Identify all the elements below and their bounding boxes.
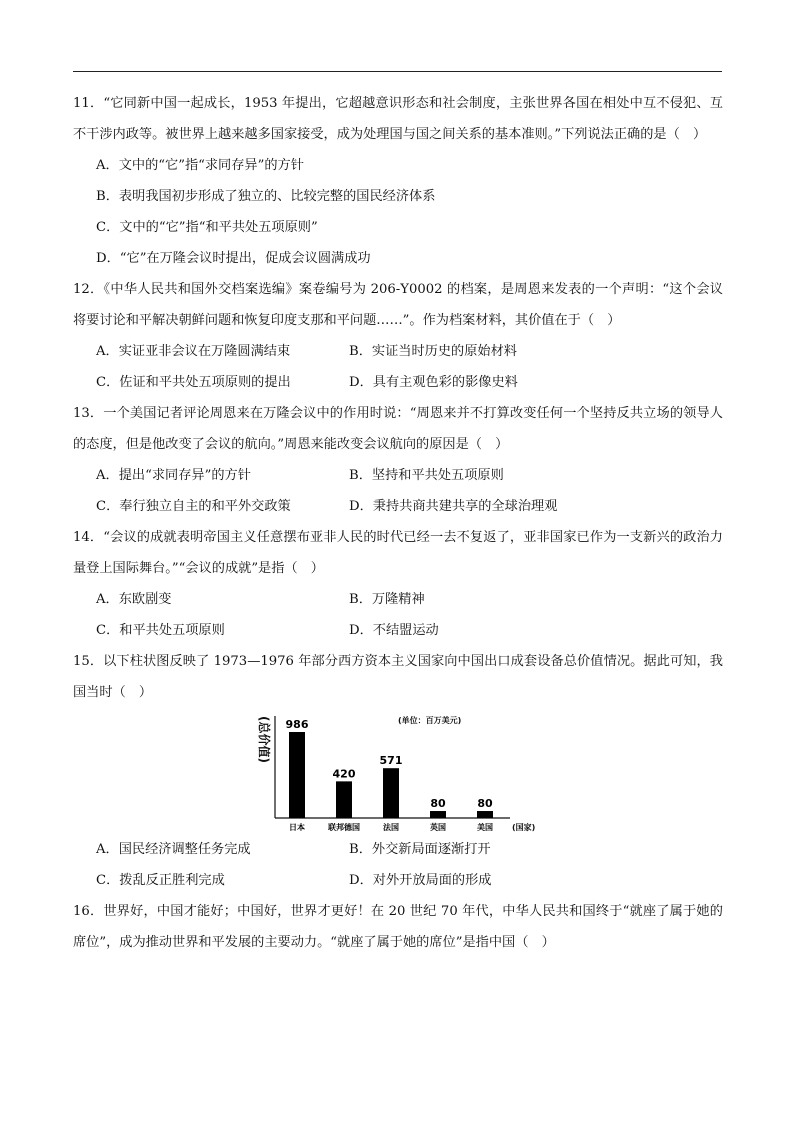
- bar-value-label-3: 80: [430, 797, 446, 811]
- category-label-4: 美国: [477, 823, 493, 832]
- q11-option-c: C．文中的“它”指“和平共处五项原则”: [96, 220, 318, 235]
- q13-option-b: B．坚持和平共处五项原则: [349, 468, 504, 483]
- bar-value-label-2: 571: [379, 754, 403, 768]
- q13-option-c: C．奉行独立自主的和平外交政策: [96, 499, 291, 514]
- question-12-stem: 12．《中华人民共和国外交档案选编》案卷编号为 206-Y0002 的档案，是周恩来发表的一个声明：“这个会议将要讨论和平解决朝鲜问题和恢复印度支那和平问题……”。作为档案材料，其价值在于（ ）: [73, 282, 723, 328]
- question-11-stem: 11．“它同新中国一起成长，1953 年提出，它超越意识形态和社会制度，主张世界各国在相处中互不侵犯、互不干涉内政等。被世界上越来越多国家接受，成为处理国与国之间关系的基本准则。”下列说法正确的是（ ）: [73, 96, 723, 142]
- header-rule: [73, 71, 722, 72]
- question-14-stem: 14．“会议的成就表明帝国主义任意摆布亚非人民的时代已经一去不复返了，亚非国家已作为一支新兴的政治力量登上国际舞台。”“会议的成就”是指（ ）: [73, 530, 723, 576]
- question-16-stem: 16．世界好，中国才能好；中国好，世界才更好！在 20 世纪 70 年代，中华人民共和国终于“就座了属于她的席位”，成为推动世界和平发展的主要动力。“就座了属于她的席位”是指中国（ ）: [73, 904, 723, 950]
- q15-option-d: D．对外开放局面的形成: [349, 873, 492, 888]
- q13-option-a: A．提出“求同存异”的方针: [96, 468, 251, 483]
- bar-0: [289, 732, 305, 818]
- bar-1: [336, 781, 352, 818]
- q15-option-a: A．国民经济调整任务完成: [96, 842, 251, 857]
- bar-value-label-4: 80: [477, 797, 493, 811]
- q12-option-c: C．佐证和平共处五项原则的提出: [96, 375, 291, 390]
- bar-value-label-0: 986: [285, 718, 309, 731]
- category-label-1: 联邦德国: [328, 823, 360, 832]
- bar-4: [477, 811, 493, 818]
- q12-options-row-1: [73, 336, 723, 367]
- q12-option-b: B．实证当时历史的原始材料: [349, 344, 517, 359]
- question-15-stem: 15．以下柱状图反映了 1973—1976 年部分西方资本主义国家向中国出口成套设备总价值情况。据此可知，我国当时（ ）: [73, 654, 723, 700]
- q14-option-d: D．不结盟运动: [349, 623, 439, 638]
- category-label-0: 日本: [289, 823, 305, 832]
- export-value-chart: [73, 708, 723, 834]
- bar-value-label-1: 420: [332, 767, 356, 781]
- q14-option-a: A．东欧剧变: [96, 592, 172, 607]
- question-13-stem: 13．一个美国记者评论周恩来在万隆会议中的作用时说：“周恩来并不打算改变任何一个坚持反共立场的领导人的态度，但是他改变了会议的航向。”周恩来能改变会议航向的原因是（ ）: [73, 406, 723, 452]
- q12-options-row-2: [73, 367, 723, 398]
- q14-options-row-1: [73, 584, 723, 615]
- bar-chart-svg: [248, 712, 548, 834]
- question-list: [73, 88, 723, 958]
- bar-3: [430, 811, 446, 818]
- q14-option-b: B．万隆精神: [349, 592, 425, 607]
- q15-option-c: C．拨乱反正胜利完成: [96, 873, 225, 888]
- q13-option-d: D．秉持共商共建共享的全球治理观: [349, 499, 558, 514]
- q15-option-b: B．外交新局面逐渐打开: [349, 842, 491, 857]
- category-label-2: 法国: [383, 823, 399, 832]
- q12-option-a: A．实证亚非会议在万隆圆满结束: [96, 344, 291, 359]
- q12-option-d: D．具有主观色彩的影像史料: [349, 375, 518, 390]
- q11-option-b: B．表明我国初步形成了独立的、比较完整的国民经济体系: [96, 189, 436, 204]
- q15-options-row-1: [73, 834, 723, 865]
- q14-options-row-2: [73, 615, 723, 646]
- q15-options-row-2: [73, 865, 723, 896]
- q14-option-c: C．和平共处五项原则: [96, 623, 225, 638]
- chart-unit-note: (单位：百万美元): [398, 716, 462, 725]
- category-label-3: 英国: [430, 823, 446, 832]
- bar-2: [383, 768, 399, 818]
- q13-options-row-2: [73, 491, 723, 522]
- q11-option-d: D．“它”在万隆会议时提出，促成会议圆满成功: [96, 251, 371, 266]
- q13-options-row-1: [73, 460, 723, 491]
- chart-ylabel: (总价值): [257, 716, 271, 763]
- chart-xlabel: (国家): [512, 823, 536, 832]
- q11-option-a: A．文中的“它”指“求同存异”的方针: [96, 158, 304, 173]
